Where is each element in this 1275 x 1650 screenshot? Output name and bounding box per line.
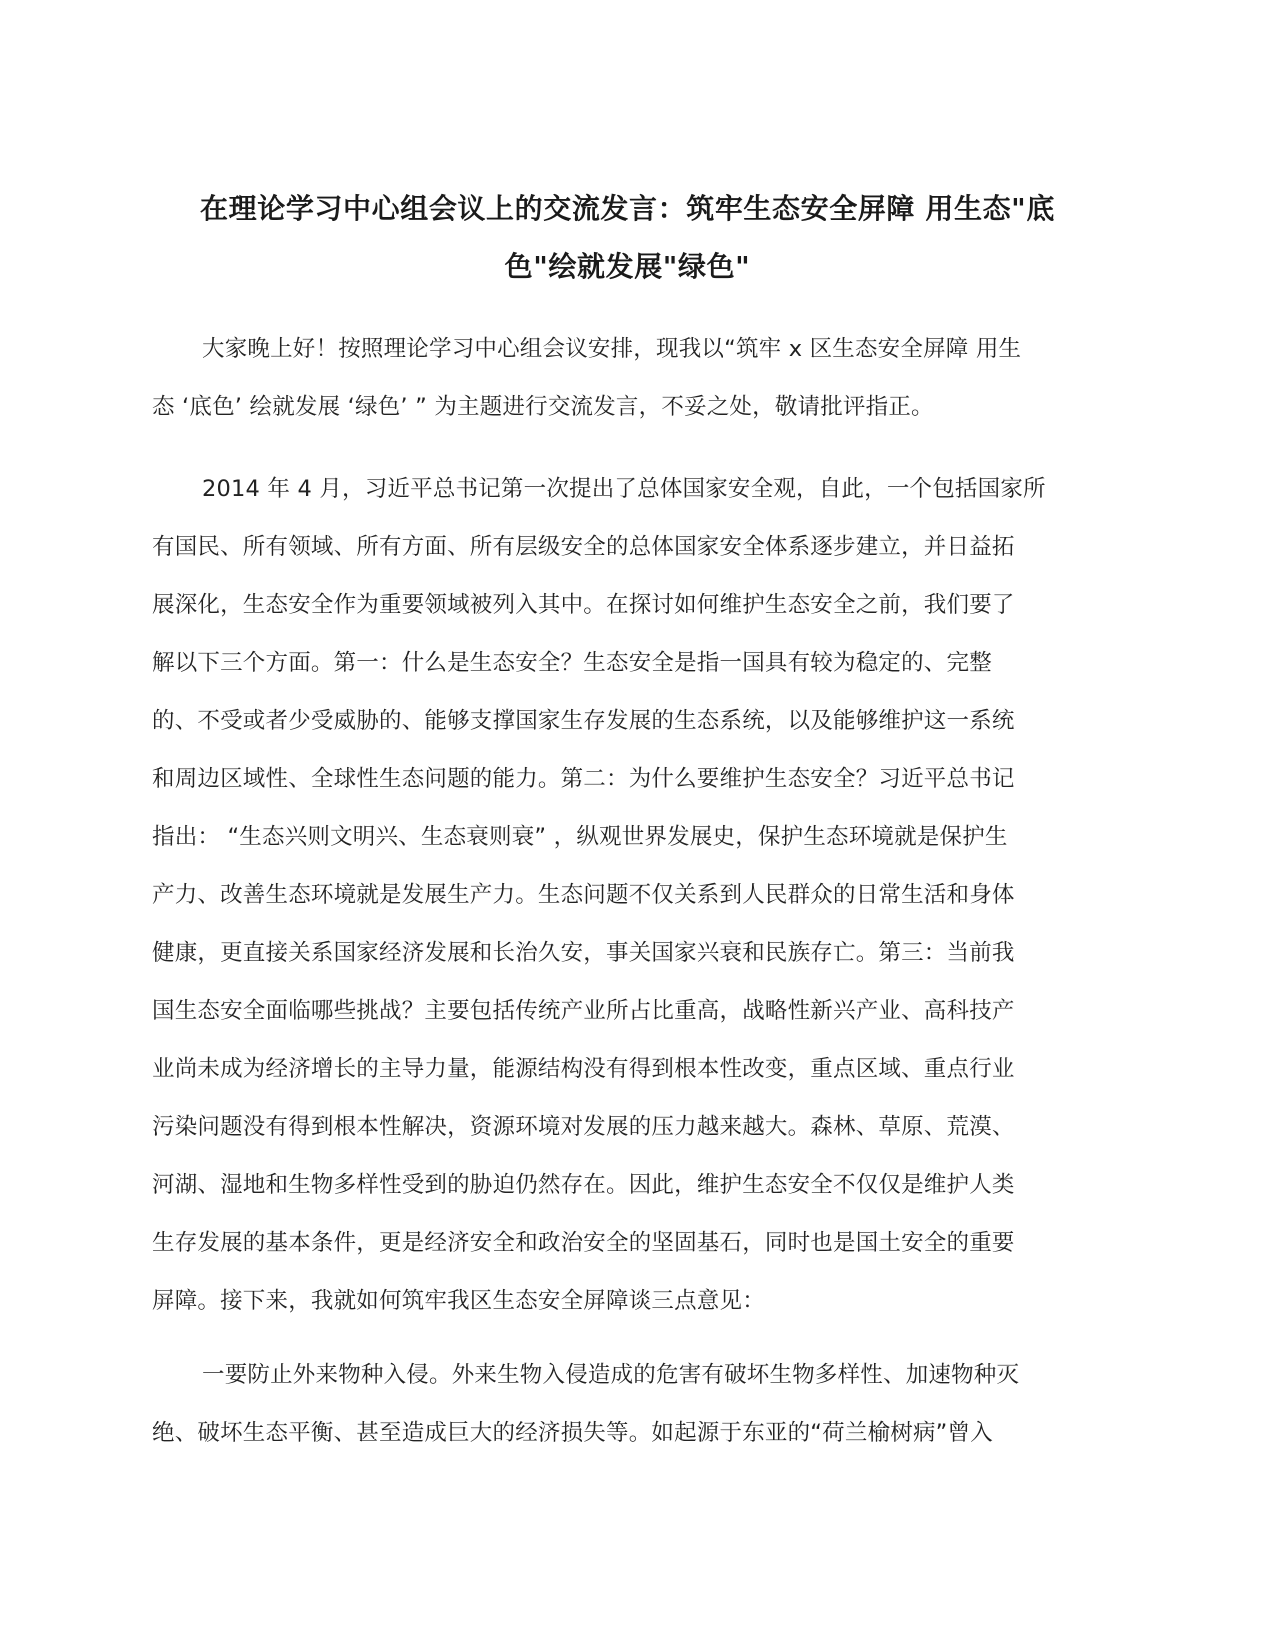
paragraph-line: 河湖、湿地和生物多样性受到的胁迫仍然存在。因此，维护生态安全不仅仅是维护人类: [152, 1172, 1015, 1198]
paragraph-line: 指出： “生态兴则文明兴、生态衰则衰” ，纵观世界发展史，保护生态环境就是保护生: [152, 824, 1008, 850]
paragraph-line: 和周边区域性、全球性生态问题的能力。第二：为什么要维护生态安全？习近平总书记: [152, 766, 1015, 792]
paragraph-line: 大家晚上好！按照理论学习中心组会议安排，现我以“筑牢 x 区生态安全屏障 用生: [202, 336, 1022, 362]
paragraph-line: 业尚未成为经济增长的主导力量，能源结构没有得到根本性改变，重点区域、重点行业: [152, 1056, 1015, 1082]
paragraph-line: 展深化，生态安全作为重要领域被列入其中。在探讨如何维护生态安全之前，我们要了: [152, 592, 1015, 618]
paragraph-point-one: [152, 1346, 1108, 1462]
paragraph-line: 污染问题没有得到根本性解决，资源环境对发展的压力越来越大。森林、草原、荒漠、: [152, 1114, 1015, 1140]
title-line-2: 色"绘就发展"绿色": [504, 250, 751, 283]
paragraph-line: 有国民、所有领域、所有方面、所有层级安全的总体国家安全体系逐步建立，并日益拓: [152, 534, 1015, 560]
paragraph-greeting: [152, 320, 1108, 436]
paragraph-line: 态 ‘底色’ 绘就发展 ‘绿色’ ” 为主题进行交流发言，不妥之处，敬请批评指正。: [152, 394, 934, 420]
paragraph-line: 产力、改善生态环境就是发展生产力。生态问题不仅关系到人民群众的日常生活和身体: [152, 882, 1015, 908]
paragraph-line: 屏障。接下来，我就如何筑牢我区生态安全屏障谈三点意见：: [152, 1288, 765, 1314]
paragraph-line: 健康，更直接关系国家经济发展和长治久安，事关国家兴衰和民族存亡。第三：当前我: [152, 940, 1015, 966]
paragraph-line: 解以下三个方面。第一：什么是生态安全？生态安全是指一国具有较为稳定的、完整: [152, 650, 992, 676]
paragraph-line: 的、不受或者少受威胁的、能够支撑国家生存发展的生态系统，以及能够维护这一系统: [152, 708, 1015, 734]
paragraph-line: 生存发展的基本条件，更是经济安全和政治安全的坚固基石，同时也是国土安全的重要: [152, 1230, 1015, 1256]
document-title: [150, 180, 1105, 296]
paragraph-line: 2014 年 4 月，习近平总书记第一次提出了总体国家安全观，自此，一个包括国家所: [202, 476, 1046, 502]
paragraph-line: 绝、破坏生态平衡、甚至造成巨大的经济损失等。如起源于东亚的“荷兰榆树病”曾入: [152, 1420, 993, 1446]
title-line-1: 在理论学习中心组会议上的交流发言：筑牢生态安全屏障 用生态"底: [200, 192, 1055, 225]
paragraph-line: 一要防止外来物种入侵。外来生物入侵造成的危害有破坏生物多样性、加速物种灭: [202, 1362, 1020, 1388]
paragraph-line: 国生态安全面临哪些挑战？主要包括传统产业所占比重高，战略性新兴产业、高科技产: [152, 998, 1015, 1024]
paragraph-background: [152, 460, 1108, 1330]
